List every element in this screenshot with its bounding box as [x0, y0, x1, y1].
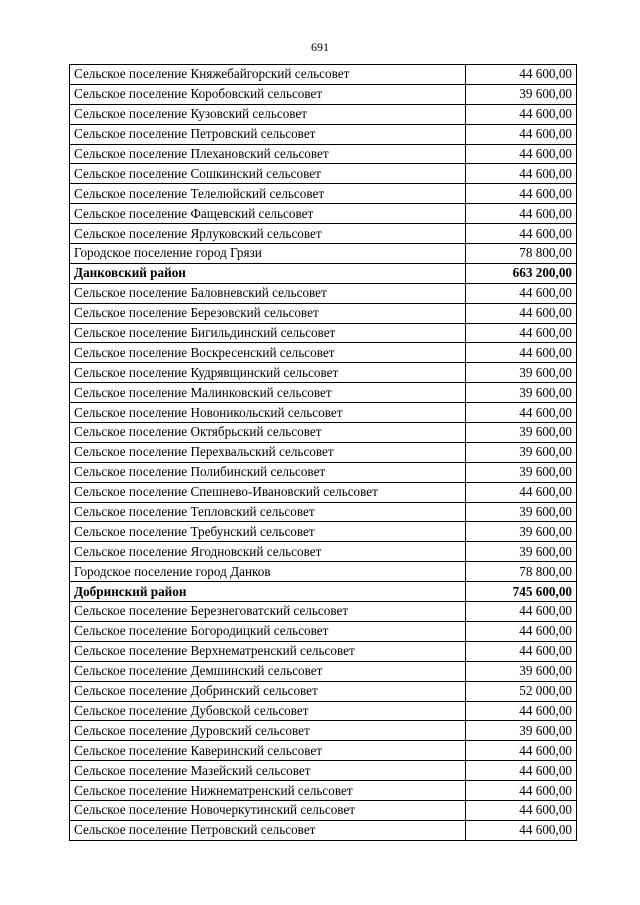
district-name-cell: Добринский район — [70, 582, 466, 602]
settlement-name-cell: Сельское поселение Каверинский сельсовет — [70, 741, 466, 761]
settlement-name-cell: Сельское поселение Верхнематренский сельсовет — [70, 641, 466, 661]
amount-cell: 44 600,00 — [466, 701, 577, 721]
settlement-name-cell: Городское поселение город Грязи — [70, 244, 466, 264]
amount-cell: 44 600,00 — [466, 820, 577, 840]
amount-cell: 44 600,00 — [466, 164, 577, 184]
settlement-name-cell: Сельское поселение Фащевский сельсовет — [70, 204, 466, 224]
settlement-name-cell: Сельское поселение Княжебайгорский сельсовет — [70, 65, 466, 85]
amount-cell: 39 600,00 — [466, 721, 577, 741]
table-body — [70, 65, 577, 841]
table-row — [70, 65, 577, 85]
table-row — [70, 542, 577, 562]
table-row — [70, 323, 577, 343]
amount-cell: 44 600,00 — [466, 184, 577, 204]
district-row — [70, 263, 577, 283]
table-row — [70, 761, 577, 781]
table-row — [70, 84, 577, 104]
table-row — [70, 343, 577, 363]
amount-cell: 39 600,00 — [466, 442, 577, 462]
amount-cell: 44 600,00 — [466, 144, 577, 164]
amount-cell: 44 600,00 — [466, 204, 577, 224]
amount-cell: 39 600,00 — [466, 522, 577, 542]
amount-cell: 78 800,00 — [466, 562, 577, 582]
amount-cell: 39 600,00 — [466, 423, 577, 443]
table-row — [70, 283, 577, 303]
table-row — [70, 124, 577, 144]
amount-cell: 44 600,00 — [466, 641, 577, 661]
amount-cell: 44 600,00 — [466, 283, 577, 303]
settlement-name-cell: Сельское поселение Дуровский сельсовет — [70, 721, 466, 741]
settlement-name-cell: Сельское поселение Березнеговатский сельсовет — [70, 602, 466, 622]
table-row — [70, 741, 577, 761]
amount-cell: 44 600,00 — [466, 741, 577, 761]
settlement-name-cell: Сельское поселение Ярлуковский сельсовет — [70, 224, 466, 244]
district-name-cell: Данковский район — [70, 263, 466, 283]
settlement-name-cell: Сельское поселение Коробовский сельсовет — [70, 84, 466, 104]
table-row — [70, 184, 577, 204]
allocation-table — [69, 64, 577, 841]
amount-cell: 44 600,00 — [466, 343, 577, 363]
district-amount-cell: 663 200,00 — [466, 263, 577, 283]
settlement-name-cell: Сельское поселение Богородицкий сельсовет — [70, 621, 466, 641]
table-row — [70, 383, 577, 403]
settlement-name-cell: Сельское поселение Требунский сельсовет — [70, 522, 466, 542]
amount-cell: 39 600,00 — [466, 383, 577, 403]
table-row — [70, 522, 577, 542]
settlement-name-cell: Сельское поселение Баловневский сельсовет — [70, 283, 466, 303]
settlement-name-cell: Сельское поселение Тепловский сельсовет — [70, 502, 466, 522]
settlement-name-cell: Городское поселение город Данков — [70, 562, 466, 582]
settlement-name-cell: Сельское поселение Березовский сельсовет — [70, 303, 466, 323]
amount-cell: 44 600,00 — [466, 761, 577, 781]
settlement-name-cell: Сельское поселение Бигильдинский сельсовет — [70, 323, 466, 343]
table-row — [70, 721, 577, 741]
settlement-name-cell: Сельское поселение Петровский сельсовет — [70, 820, 466, 840]
settlement-name-cell: Сельское поселение Мазейский сельсовет — [70, 761, 466, 781]
settlement-name-cell: Сельское поселение Перехвальский сельсовет — [70, 442, 466, 462]
table-row — [70, 661, 577, 681]
table-row — [70, 701, 577, 721]
table-row — [70, 363, 577, 383]
table-row — [70, 800, 577, 820]
settlement-name-cell: Сельское поселение Спешнево-Ивановский сельсовет — [70, 482, 466, 502]
table-row — [70, 144, 577, 164]
table-row — [70, 442, 577, 462]
amount-cell: 52 000,00 — [466, 681, 577, 701]
settlement-name-cell: Сельское поселение Малинковский сельсовет — [70, 383, 466, 403]
settlement-name-cell: Сельское поселение Демшинский сельсовет — [70, 661, 466, 681]
table-row — [70, 602, 577, 622]
amount-cell: 44 600,00 — [466, 65, 577, 85]
amount-cell: 44 600,00 — [466, 621, 577, 641]
settlement-name-cell: Сельское поселение Нижнематренский сельсовет — [70, 781, 466, 801]
settlement-name-cell: Сельское поселение Кузовский сельсовет — [70, 104, 466, 124]
settlement-name-cell: Сельское поселение Полибинский сельсовет — [70, 462, 466, 482]
table-row — [70, 164, 577, 184]
amount-cell: 44 600,00 — [466, 602, 577, 622]
table-row — [70, 462, 577, 482]
amount-cell: 44 600,00 — [466, 482, 577, 502]
amount-cell: 39 600,00 — [466, 502, 577, 522]
settlement-name-cell: Сельское поселение Октябрьский сельсовет — [70, 423, 466, 443]
table-row — [70, 482, 577, 502]
table-row — [70, 562, 577, 582]
amount-cell: 44 600,00 — [466, 224, 577, 244]
amount-cell: 44 600,00 — [466, 323, 577, 343]
amount-cell: 39 600,00 — [466, 363, 577, 383]
amount-cell: 44 600,00 — [466, 303, 577, 323]
settlement-name-cell: Сельское поселение Дубовской сельсовет — [70, 701, 466, 721]
table-row — [70, 303, 577, 323]
table-row — [70, 204, 577, 224]
table-row — [70, 104, 577, 124]
table-row — [70, 423, 577, 443]
amount-cell: 39 600,00 — [466, 661, 577, 681]
amount-cell: 44 600,00 — [466, 104, 577, 124]
settlement-name-cell: Сельское поселение Петровский сельсовет — [70, 124, 466, 144]
settlement-name-cell: Сельское поселение Воскресенский сельсовет — [70, 343, 466, 363]
table-row — [70, 224, 577, 244]
settlement-name-cell: Сельское поселение Кудрявщинский сельсовет — [70, 363, 466, 383]
amount-cell: 44 600,00 — [466, 800, 577, 820]
page-number: 691 — [311, 40, 329, 54]
settlement-name-cell: Сельское поселение Плехановский сельсовет — [70, 144, 466, 164]
table-row — [70, 621, 577, 641]
amount-cell: 39 600,00 — [466, 84, 577, 104]
district-row — [70, 582, 577, 602]
settlement-name-cell: Сельское поселение Телелюйский сельсовет — [70, 184, 466, 204]
amount-cell: 44 600,00 — [466, 403, 577, 423]
table-row — [70, 403, 577, 423]
table-row — [70, 502, 577, 522]
table-row — [70, 681, 577, 701]
amount-cell: 44 600,00 — [466, 781, 577, 801]
settlement-name-cell: Сельское поселение Новоникольский сельсовет — [70, 403, 466, 423]
amount-cell: 78 800,00 — [466, 244, 577, 264]
table-row — [70, 820, 577, 840]
settlement-name-cell: Сельское поселение Сошкинский сельсовет — [70, 164, 466, 184]
amount-cell: 44 600,00 — [466, 124, 577, 144]
amount-cell: 39 600,00 — [466, 462, 577, 482]
amount-cell: 39 600,00 — [466, 542, 577, 562]
table-row — [70, 781, 577, 801]
table-row — [70, 641, 577, 661]
settlement-name-cell: Сельское поселение Добринский сельсовет — [70, 681, 466, 701]
settlement-name-cell: Сельское поселение Новочеркутинский сельсовет — [70, 800, 466, 820]
settlement-name-cell: Сельское поселение Ягодновский сельсовет — [70, 542, 466, 562]
district-amount-cell: 745 600,00 — [466, 582, 577, 602]
table-row — [70, 244, 577, 264]
